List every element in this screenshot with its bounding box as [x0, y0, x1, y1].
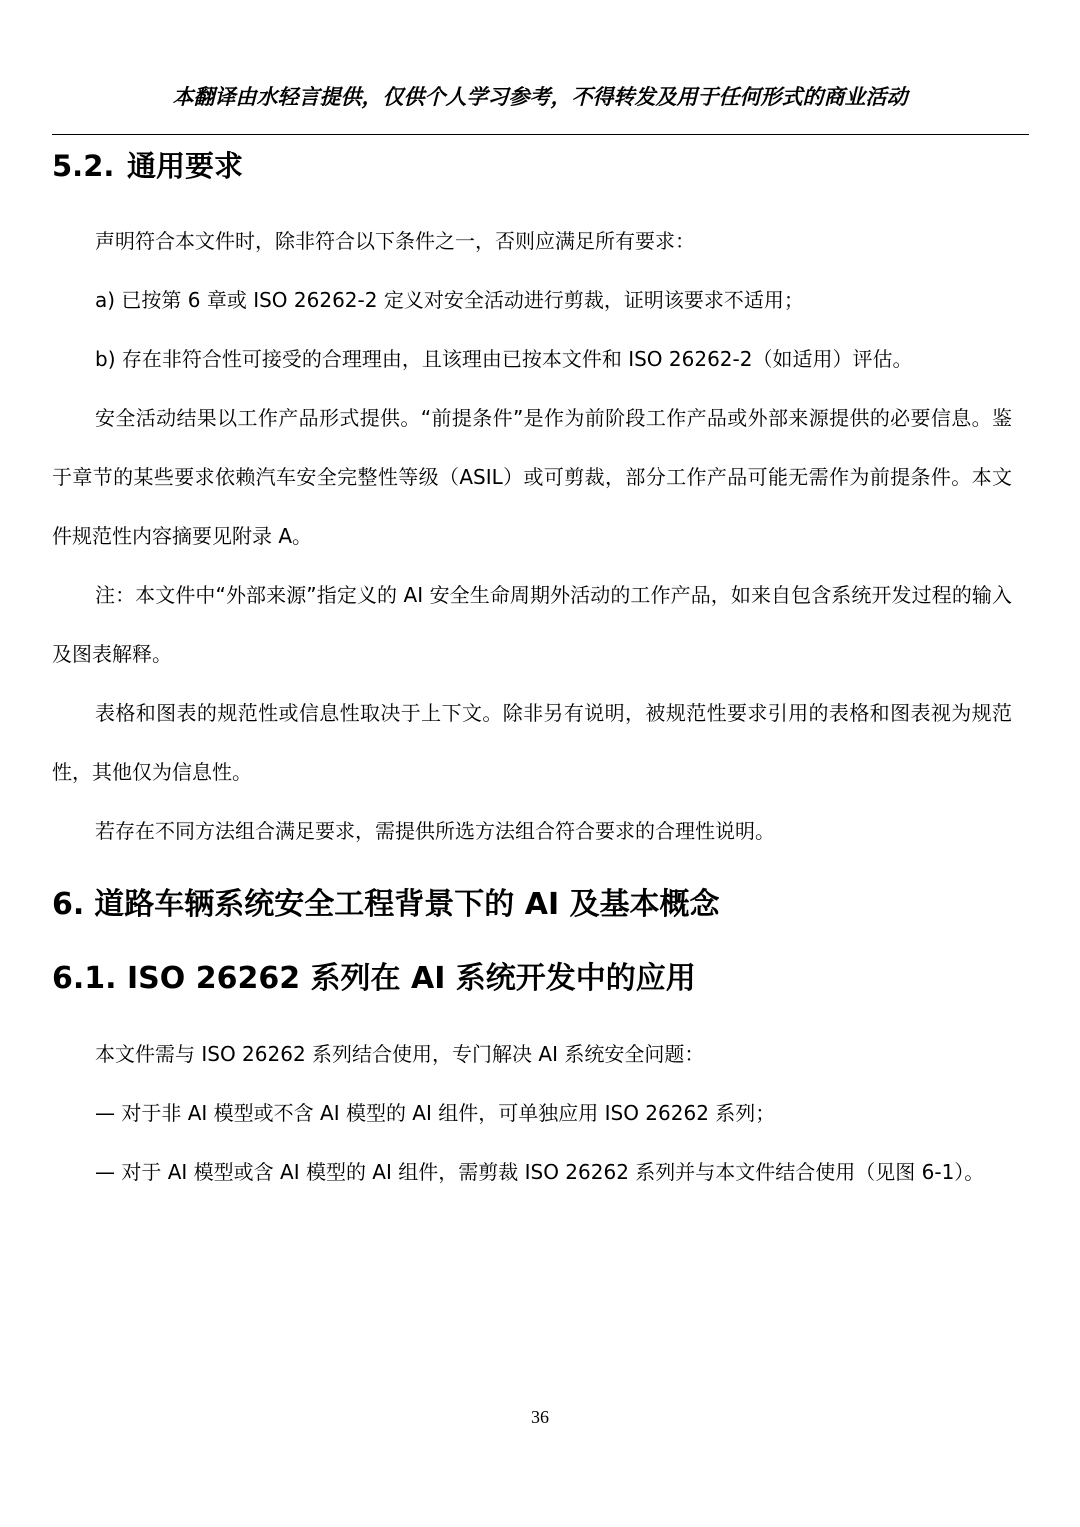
section-number: 6. [52, 887, 85, 922]
section-title: ISO 26262 系列在 AI 系统开发中的应用 [127, 961, 696, 996]
condition-a: a) 已按第 6 章或 ISO 26262-2 定义对安全活动进行剪裁，证明该要求不适用； [95, 288, 804, 312]
translation-notice: 本翻译由水轻言提供，仅供个人学习参考，不得转发及用于任何形式的商业活动 [172, 85, 908, 109]
tables-figures-paragraph: 表格和图表的规范性或信息性取决于上下文。除非另有说明，被规范性要求引用的表格和图表视为规范性，其他仅为信息性。 [52, 701, 1012, 784]
page-number: 36 [531, 1407, 549, 1427]
list-item: — 对于 AI 模型或含 AI 模型的 AI 组件，需剪裁 ISO 26262 系列并与本文件结合使用（见图 6-1）。 [95, 1160, 985, 1184]
list-item: — 对于非 AI 模型或不含 AI 模型的 AI 组件，可单独应用 ISO 26262 系列； [95, 1101, 776, 1125]
work-products-paragraph: 安全活动结果以工作产品形式提供。“前提条件”是作为前阶段工作产品或外部来源提供的必要信息。鉴于章节的某些要求依赖汽车安全完整性等级（ASIL）或可剪裁，部分工作产品可能无需作为前提条件。本文件规范性内容摘要见附录 A。 [52, 406, 1012, 548]
section-title: 道路车辆系统安全工程背景下的 AI 及基本概念 [94, 887, 720, 922]
section-number: 6.1. [52, 961, 117, 996]
external-source-note: 注：本文件中“外部来源”指定义的 AI 安全生命周期外活动的工作产品，如来自包含系统开发过程的输入及图表解释。 [52, 583, 1012, 666]
section-6-1-heading [52, 959, 696, 999]
method-combination-paragraph: 若存在不同方法组合满足要求，需提供所选方法组合符合要求的合理性说明。 [95, 819, 775, 843]
section-title: 通用要求 [127, 149, 244, 183]
section-6-1-intro: 本文件需与 ISO 26262 系列结合使用，专门解决 AI 系统安全问题： [95, 1042, 705, 1066]
condition-b: b) 存在非符合性可接受的合理理由，且该理由已按本文件和 ISO 26262-2（如适用）评估。 [95, 347, 913, 371]
section-6-heading [52, 885, 720, 925]
header-divider [52, 134, 1029, 135]
section-number: 5.2. [52, 149, 115, 183]
section-5-2-heading [52, 146, 243, 186]
section-5-2-intro: 声明符合本文件时，除非符合以下条件之一，否则应满足所有要求： [95, 229, 695, 253]
